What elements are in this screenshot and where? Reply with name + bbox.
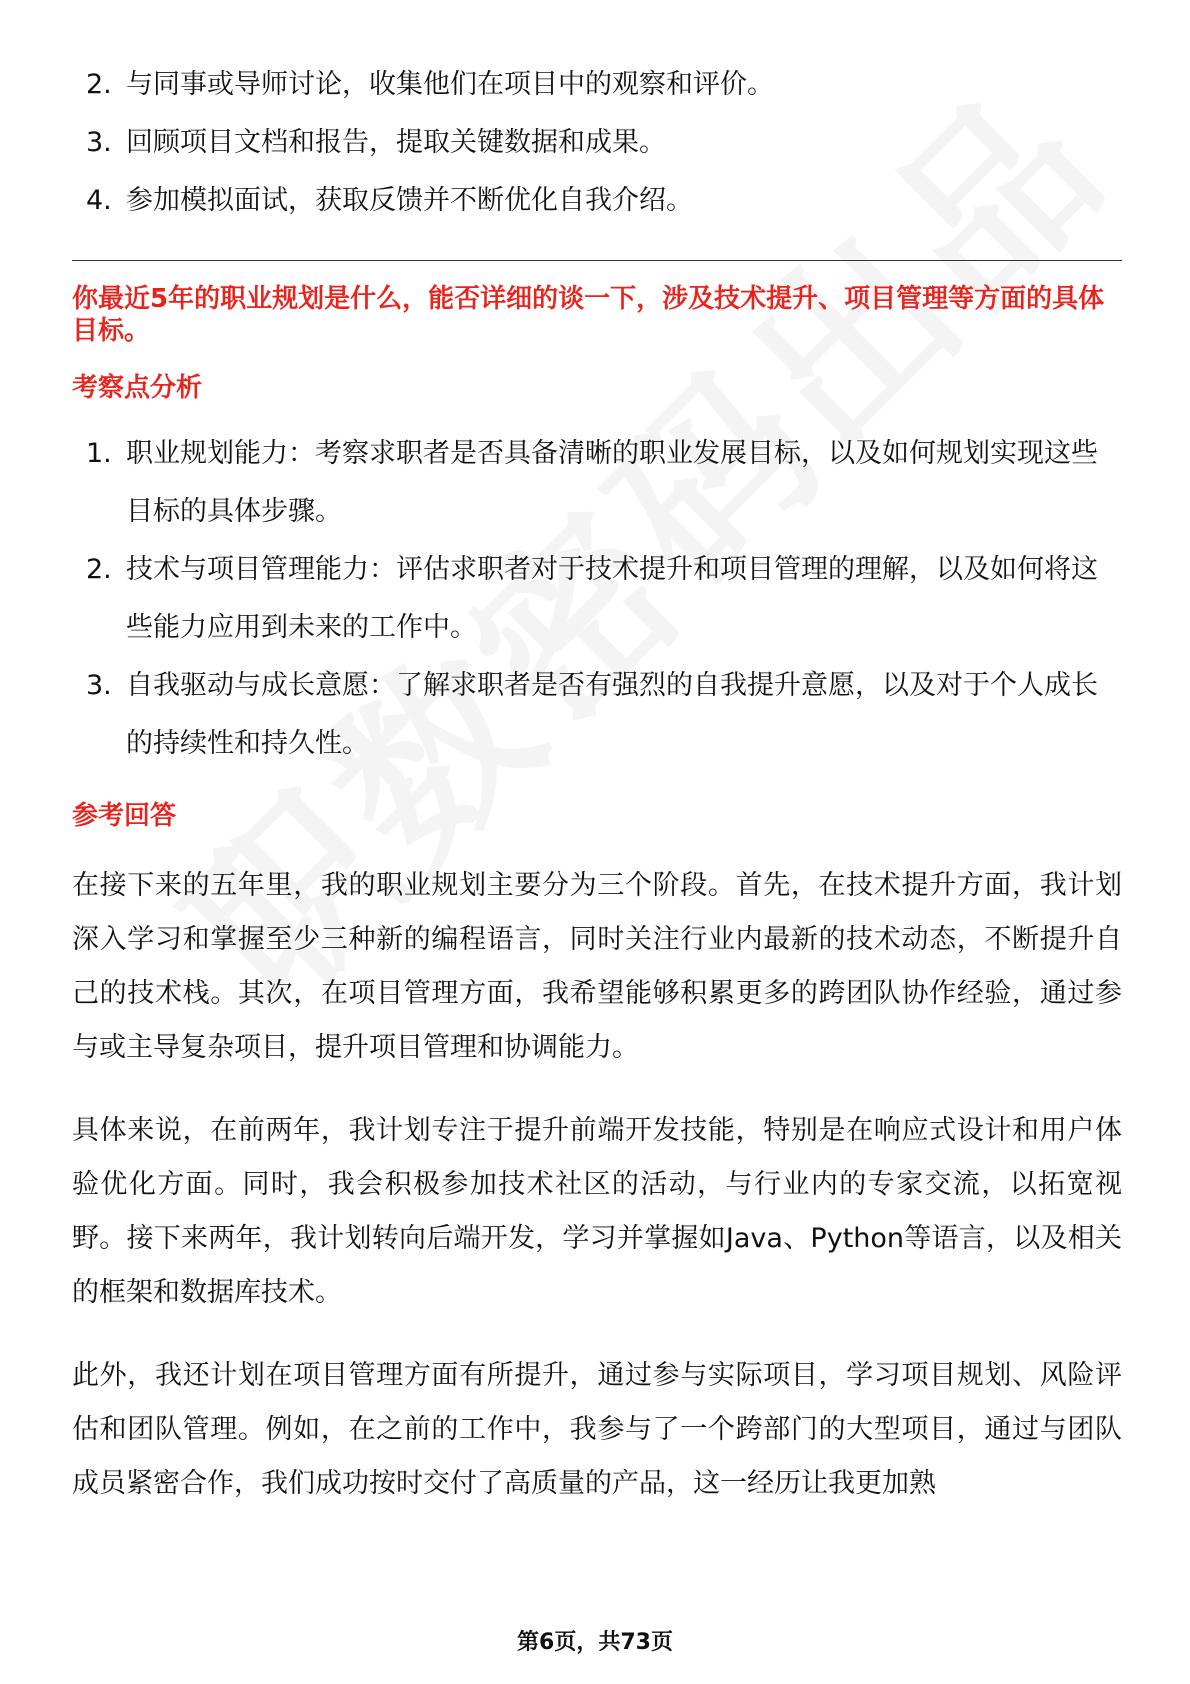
list-item	[72, 657, 1122, 773]
list-text: 自我驱动与成长意愿：了解求职者是否有强烈的自我提升意愿，以及对于个人成长的持续性和持久性。	[126, 670, 1098, 759]
list-item	[72, 56, 1122, 114]
answer-paragraph: 在接下来的五年里，我的职业规划主要分为三个阶段。首先，在技术提升方面，我计划深入学习和掌握至少三种新的编程语言，同时关注行业内最新的技术动态，不断提升自己的技术栈。其次，在项目管理方面，我希望能够积累更多的跨团队协作经验，通过参与或主导复杂项目，提升项目管理和协调能力。	[72, 870, 1122, 1063]
list-text: 回顾项目文档和报告，提取关键数据和成果。	[126, 127, 666, 158]
list-number: 3.	[86, 670, 112, 701]
analysis-list	[72, 425, 1122, 773]
list-item	[72, 172, 1122, 230]
reference-title: 参考回答	[72, 801, 177, 831]
answer-paragraph: 具体来说，在前两年，我计划专注于提升前端开发技能，特别是在响应式设计和用户体验优化方面。同时，我会积极参加技术社区的活动，与行业内的专家交流，以拓宽视野。接下来两年，我计划转向后端开发，学习并掌握如Java、Python等语言，以及相关的框架和数据库技术。	[72, 1115, 1122, 1308]
list-number: 2.	[86, 69, 112, 100]
list-item	[72, 114, 1122, 172]
section-divider	[72, 260, 1122, 261]
analysis-title: 考察点分析	[72, 373, 203, 403]
list-item	[72, 541, 1122, 657]
continued-list	[72, 56, 1122, 230]
list-text: 技术与项目管理能力：评估求职者对于技术提升和项目管理的理解，以及如何将这些能力应用到未来的工作中。	[126, 554, 1098, 643]
page-footer: 第6页，共73页	[517, 1630, 673, 1655]
page-content	[72, 56, 1122, 1540]
list-number: 4.	[86, 185, 112, 216]
answer-paragraph: 此外，我还计划在项目管理方面有所提升，通过参与实际项目，学习项目规划、风险评估和团队管理。例如，在之前的工作中，我参与了一个跨部门的大型项目，通过与团队成员紧密合作，我们成功按时交付了高质量的产品，这一经历让我更加熟	[72, 1360, 1122, 1499]
list-text: 职业规划能力：考察求职者是否具备清晰的职业发展目标，以及如何规划实现这些目标的具体步骤。	[126, 438, 1098, 527]
list-text: 参加模拟面试，获取反馈并不断优化自我介绍。	[126, 185, 693, 216]
list-number: 3.	[86, 127, 112, 158]
list-number: 2.	[86, 554, 112, 585]
question-heading: 你最近5年的职业规划是什么，能否详细的谈一下，涉及技术提升、项目管理等方面的具体目标。	[72, 284, 1105, 346]
list-text: 与同事或导师讨论，收集他们在项目中的观察和评价。	[126, 69, 774, 100]
list-number: 1.	[86, 438, 112, 469]
list-item	[72, 425, 1122, 541]
